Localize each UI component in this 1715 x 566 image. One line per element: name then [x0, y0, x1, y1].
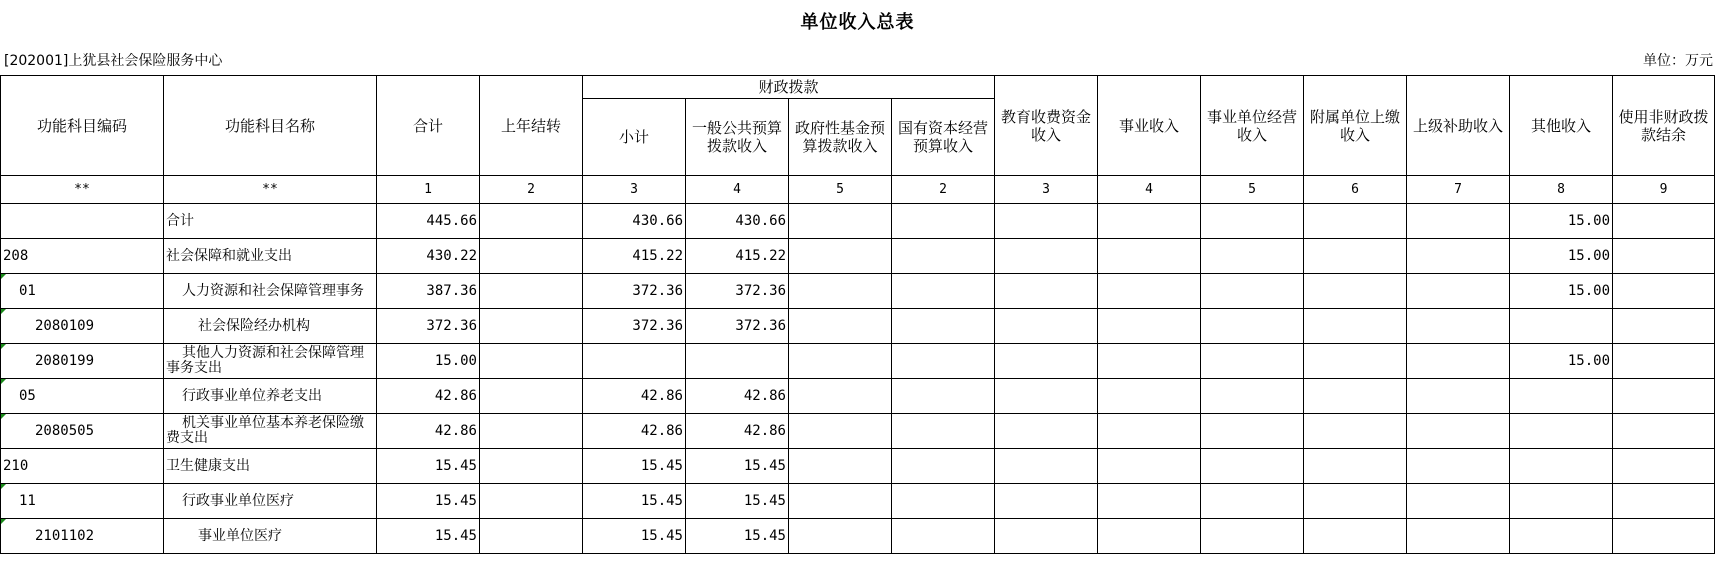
cell-total: 15.45 — [377, 519, 480, 554]
table-row — [1, 414, 1715, 449]
table-row — [1, 274, 1715, 309]
cell-state-capital — [892, 379, 995, 414]
cell-other-income: 15.00 — [1510, 239, 1613, 274]
cell-carryover — [480, 239, 583, 274]
cell-general-budget: 15.45 — [686, 519, 789, 554]
cell-affiliated-income — [1304, 414, 1407, 449]
cell-affiliated-income — [1304, 274, 1407, 309]
row-code: 2080505 — [1, 414, 164, 449]
cell-carryover — [480, 379, 583, 414]
cell-affiliated-income — [1304, 344, 1407, 379]
row-code: 2080109 — [1, 309, 164, 344]
cell-total: 15.45 — [377, 484, 480, 519]
cell-superior-subsidy — [1407, 344, 1510, 379]
row-name — [164, 309, 377, 344]
header-gov-fund: 政府性基金预算拨款收入 — [789, 99, 892, 176]
cell-business-income — [1098, 274, 1201, 309]
cell-business-income — [1098, 484, 1201, 519]
cell-affiliated-income — [1304, 449, 1407, 484]
cell-general-budget: 15.45 — [686, 449, 789, 484]
cell-other-income — [1510, 379, 1613, 414]
cell-subtotal: 15.45 — [583, 484, 686, 519]
cell-non-fiscal-balance — [1613, 414, 1715, 449]
cell-general-budget: 372.36 — [686, 274, 789, 309]
cell-subtotal: 42.86 — [583, 379, 686, 414]
cell-operation-income — [1201, 309, 1304, 344]
column-number: 3 — [583, 176, 686, 204]
row-name — [164, 239, 377, 274]
unit-name: [202001]上犹县社会保险服务中心 — [4, 53, 223, 69]
page-title: 单位收入总表 — [800, 12, 915, 33]
cell-non-fiscal-balance — [1613, 484, 1715, 519]
table-row — [1, 379, 1715, 414]
cell-state-capital — [892, 484, 995, 519]
income-table — [0, 75, 1715, 554]
table-row — [1, 519, 1715, 554]
cell-total: 430.22 — [377, 239, 480, 274]
cell-affiliated-income — [1304, 484, 1407, 519]
table-row — [1, 344, 1715, 379]
row-name — [164, 449, 377, 484]
column-number: 6 — [1304, 176, 1407, 204]
cell-subtotal: 372.36 — [583, 309, 686, 344]
cell-gov-fund — [789, 449, 892, 484]
cell-carryover — [480, 484, 583, 519]
table-row — [1, 309, 1715, 344]
cell-state-capital — [892, 274, 995, 309]
cell-other-income: 15.00 — [1510, 204, 1613, 239]
cell-carryover — [480, 519, 583, 554]
header-state-capital: 国有资本经营预算收入 — [892, 99, 995, 176]
cell-education-fee — [995, 274, 1098, 309]
cell-business-income — [1098, 204, 1201, 239]
cell-business-income — [1098, 449, 1201, 484]
column-number: 3 — [995, 176, 1098, 204]
row-code — [1, 204, 164, 239]
header-other-income: 其他收入 — [1510, 76, 1613, 176]
cell-operation-income — [1201, 484, 1304, 519]
cell-affiliated-income — [1304, 309, 1407, 344]
cell-affiliated-income — [1304, 239, 1407, 274]
cell-marker-icon — [1, 274, 6, 279]
header-affiliated-income: 附属单位上缴收入 — [1304, 76, 1407, 176]
cell-business-income — [1098, 344, 1201, 379]
cell-state-capital — [892, 414, 995, 449]
cell-carryover — [480, 309, 583, 344]
cell-education-fee — [995, 239, 1098, 274]
header-operation-income: 事业单位经营收入 — [1201, 76, 1304, 176]
row-name-text: 事业单位医疗 — [198, 527, 282, 544]
column-number: 8 — [1510, 176, 1613, 204]
table-row — [1, 449, 1715, 484]
cell-education-fee — [995, 414, 1098, 449]
header-name: 功能科目名称 — [164, 76, 377, 176]
row-name — [164, 484, 377, 519]
unit-label: 单位：万元 — [1643, 53, 1713, 69]
cell-education-fee — [995, 484, 1098, 519]
cell-general-budget: 430.66 — [686, 204, 789, 239]
column-number: ** — [164, 176, 377, 204]
cell-business-income — [1098, 239, 1201, 274]
cell-marker-icon — [1, 344, 6, 349]
cell-education-fee — [995, 379, 1098, 414]
header-subtotal: 小计 — [583, 99, 686, 176]
cell-other-income — [1510, 309, 1613, 344]
cell-carryover — [480, 449, 583, 484]
cell-marker-icon — [1, 309, 6, 314]
cell-superior-subsidy — [1407, 309, 1510, 344]
cell-general-budget: 42.86 — [686, 414, 789, 449]
cell-state-capital — [892, 449, 995, 484]
cell-general-budget: 415.22 — [686, 239, 789, 274]
cell-general-budget: 15.45 — [686, 484, 789, 519]
row-code: 208 — [1, 239, 164, 274]
cell-non-fiscal-balance — [1613, 274, 1715, 309]
column-number: ** — [1, 176, 164, 204]
header-carryover: 上年结转 — [480, 76, 583, 176]
cell-state-capital — [892, 344, 995, 379]
row-code: 11 — [1, 484, 164, 519]
header-non-fiscal-balance: 使用非财政拨款结余 — [1613, 76, 1715, 176]
cell-business-income — [1098, 309, 1201, 344]
row-code: 2080199 — [1, 344, 164, 379]
cell-state-capital — [892, 519, 995, 554]
cell-superior-subsidy — [1407, 484, 1510, 519]
cell-other-income — [1510, 519, 1613, 554]
column-number: 2 — [480, 176, 583, 204]
cell-gov-fund — [789, 414, 892, 449]
cell-carryover — [480, 344, 583, 379]
cell-subtotal: 430.66 — [583, 204, 686, 239]
cell-marker-icon — [1, 414, 6, 419]
cell-other-income: 15.00 — [1510, 274, 1613, 309]
header-business-income: 事业收入 — [1098, 76, 1201, 176]
table-body — [1, 204, 1715, 554]
cell-superior-subsidy — [1407, 449, 1510, 484]
header-general-budget: 一般公共预算拨款收入 — [686, 99, 789, 176]
cell-general-budget: 372.36 — [686, 309, 789, 344]
row-name — [164, 414, 377, 449]
cell-marker-icon — [1, 379, 6, 384]
cell-operation-income — [1201, 379, 1304, 414]
column-number: 5 — [789, 176, 892, 204]
header-superior-subsidy: 上级补助收入 — [1407, 76, 1510, 176]
cell-total: 42.86 — [377, 379, 480, 414]
cell-total: 387.36 — [377, 274, 480, 309]
column-number: 2 — [892, 176, 995, 204]
row-name-text: 其他人力资源和社会保障管理事务支出 — [166, 345, 364, 376]
cell-other-income — [1510, 449, 1613, 484]
cell-non-fiscal-balance — [1613, 379, 1715, 414]
cell-gov-fund — [789, 204, 892, 239]
row-name-text: 行政事业单位养老支出 — [182, 387, 322, 404]
row-code: 2101102 — [1, 519, 164, 554]
cell-gov-fund — [789, 239, 892, 274]
cell-total: 15.00 — [377, 344, 480, 379]
row-name — [164, 274, 377, 309]
cell-superior-subsidy — [1407, 414, 1510, 449]
cell-gov-fund — [789, 519, 892, 554]
header-fiscal-group: 财政拨款 — [583, 76, 995, 99]
column-number: 1 — [377, 176, 480, 204]
cell-affiliated-income — [1304, 379, 1407, 414]
cell-education-fee — [995, 204, 1098, 239]
cell-operation-income — [1201, 414, 1304, 449]
column-number: 7 — [1407, 176, 1510, 204]
row-name — [164, 519, 377, 554]
cell-state-capital — [892, 239, 995, 274]
cell-business-income — [1098, 519, 1201, 554]
cell-other-income: 15.00 — [1510, 344, 1613, 379]
row-name-text: 社会保险经办机构 — [198, 317, 310, 334]
cell-gov-fund — [789, 344, 892, 379]
cell-gov-fund — [789, 484, 892, 519]
cell-total: 372.36 — [377, 309, 480, 344]
column-number: 4 — [686, 176, 789, 204]
header-code: 功能科目编码 — [1, 76, 164, 176]
cell-subtotal: 15.45 — [583, 519, 686, 554]
cell-subtotal: 415.22 — [583, 239, 686, 274]
cell-education-fee — [995, 344, 1098, 379]
row-name-text: 人力资源和社会保障管理事务 — [182, 282, 364, 299]
cell-non-fiscal-balance — [1613, 344, 1715, 379]
cell-business-income — [1098, 379, 1201, 414]
column-number-row — [1, 176, 1715, 204]
cell-total: 42.86 — [377, 414, 480, 449]
cell-state-capital — [892, 204, 995, 239]
cell-state-capital — [892, 309, 995, 344]
row-name-text: 卫生健康支出 — [166, 457, 250, 474]
row-name — [164, 204, 377, 239]
header-total: 合计 — [377, 76, 480, 176]
cell-affiliated-income — [1304, 204, 1407, 239]
cell-total: 15.45 — [377, 449, 480, 484]
row-name-text: 行政事业单位医疗 — [182, 492, 294, 509]
cell-carryover — [480, 274, 583, 309]
cell-superior-subsidy — [1407, 519, 1510, 554]
cell-subtotal: 15.45 — [583, 449, 686, 484]
cell-other-income — [1510, 484, 1613, 519]
table-row — [1, 239, 1715, 274]
cell-subtotal: 372.36 — [583, 274, 686, 309]
cell-education-fee — [995, 449, 1098, 484]
cell-operation-income — [1201, 274, 1304, 309]
cell-marker-icon — [1, 484, 6, 489]
row-code: 01 — [1, 274, 164, 309]
table-row — [1, 484, 1715, 519]
cell-business-income — [1098, 414, 1201, 449]
cell-superior-subsidy — [1407, 379, 1510, 414]
cell-operation-income — [1201, 239, 1304, 274]
column-number: 5 — [1201, 176, 1304, 204]
cell-operation-income — [1201, 204, 1304, 239]
row-name — [164, 344, 377, 379]
cell-non-fiscal-balance — [1613, 519, 1715, 554]
row-name — [164, 379, 377, 414]
cell-marker-icon — [1, 519, 6, 524]
cell-superior-subsidy — [1407, 204, 1510, 239]
row-name-text: 合计 — [166, 212, 194, 229]
cell-operation-income — [1201, 519, 1304, 554]
header-education-fee: 教育收费资金收入 — [995, 76, 1098, 176]
cell-non-fiscal-balance — [1613, 239, 1715, 274]
cell-affiliated-income — [1304, 519, 1407, 554]
column-number: 9 — [1613, 176, 1715, 204]
cell-subtotal: 42.86 — [583, 414, 686, 449]
cell-superior-subsidy — [1407, 274, 1510, 309]
cell-education-fee — [995, 519, 1098, 554]
cell-general-budget: 42.86 — [686, 379, 789, 414]
cell-operation-income — [1201, 449, 1304, 484]
cell-superior-subsidy — [1407, 239, 1510, 274]
cell-subtotal — [583, 344, 686, 379]
cell-non-fiscal-balance — [1613, 449, 1715, 484]
cell-total: 445.66 — [377, 204, 480, 239]
cell-other-income — [1510, 414, 1613, 449]
cell-gov-fund — [789, 379, 892, 414]
table-row — [1, 204, 1715, 239]
row-code: 05 — [1, 379, 164, 414]
cell-general-budget — [686, 344, 789, 379]
cell-gov-fund — [789, 309, 892, 344]
row-name-text: 机关事业单位基本养老保险缴费支出 — [166, 415, 364, 446]
cell-carryover — [480, 204, 583, 239]
row-name-text: 社会保障和就业支出 — [166, 247, 292, 264]
cell-non-fiscal-balance — [1613, 309, 1715, 344]
cell-education-fee — [995, 309, 1098, 344]
row-code: 210 — [1, 449, 164, 484]
cell-non-fiscal-balance — [1613, 204, 1715, 239]
cell-gov-fund — [789, 274, 892, 309]
cell-operation-income — [1201, 344, 1304, 379]
cell-carryover — [480, 414, 583, 449]
column-number: 4 — [1098, 176, 1201, 204]
